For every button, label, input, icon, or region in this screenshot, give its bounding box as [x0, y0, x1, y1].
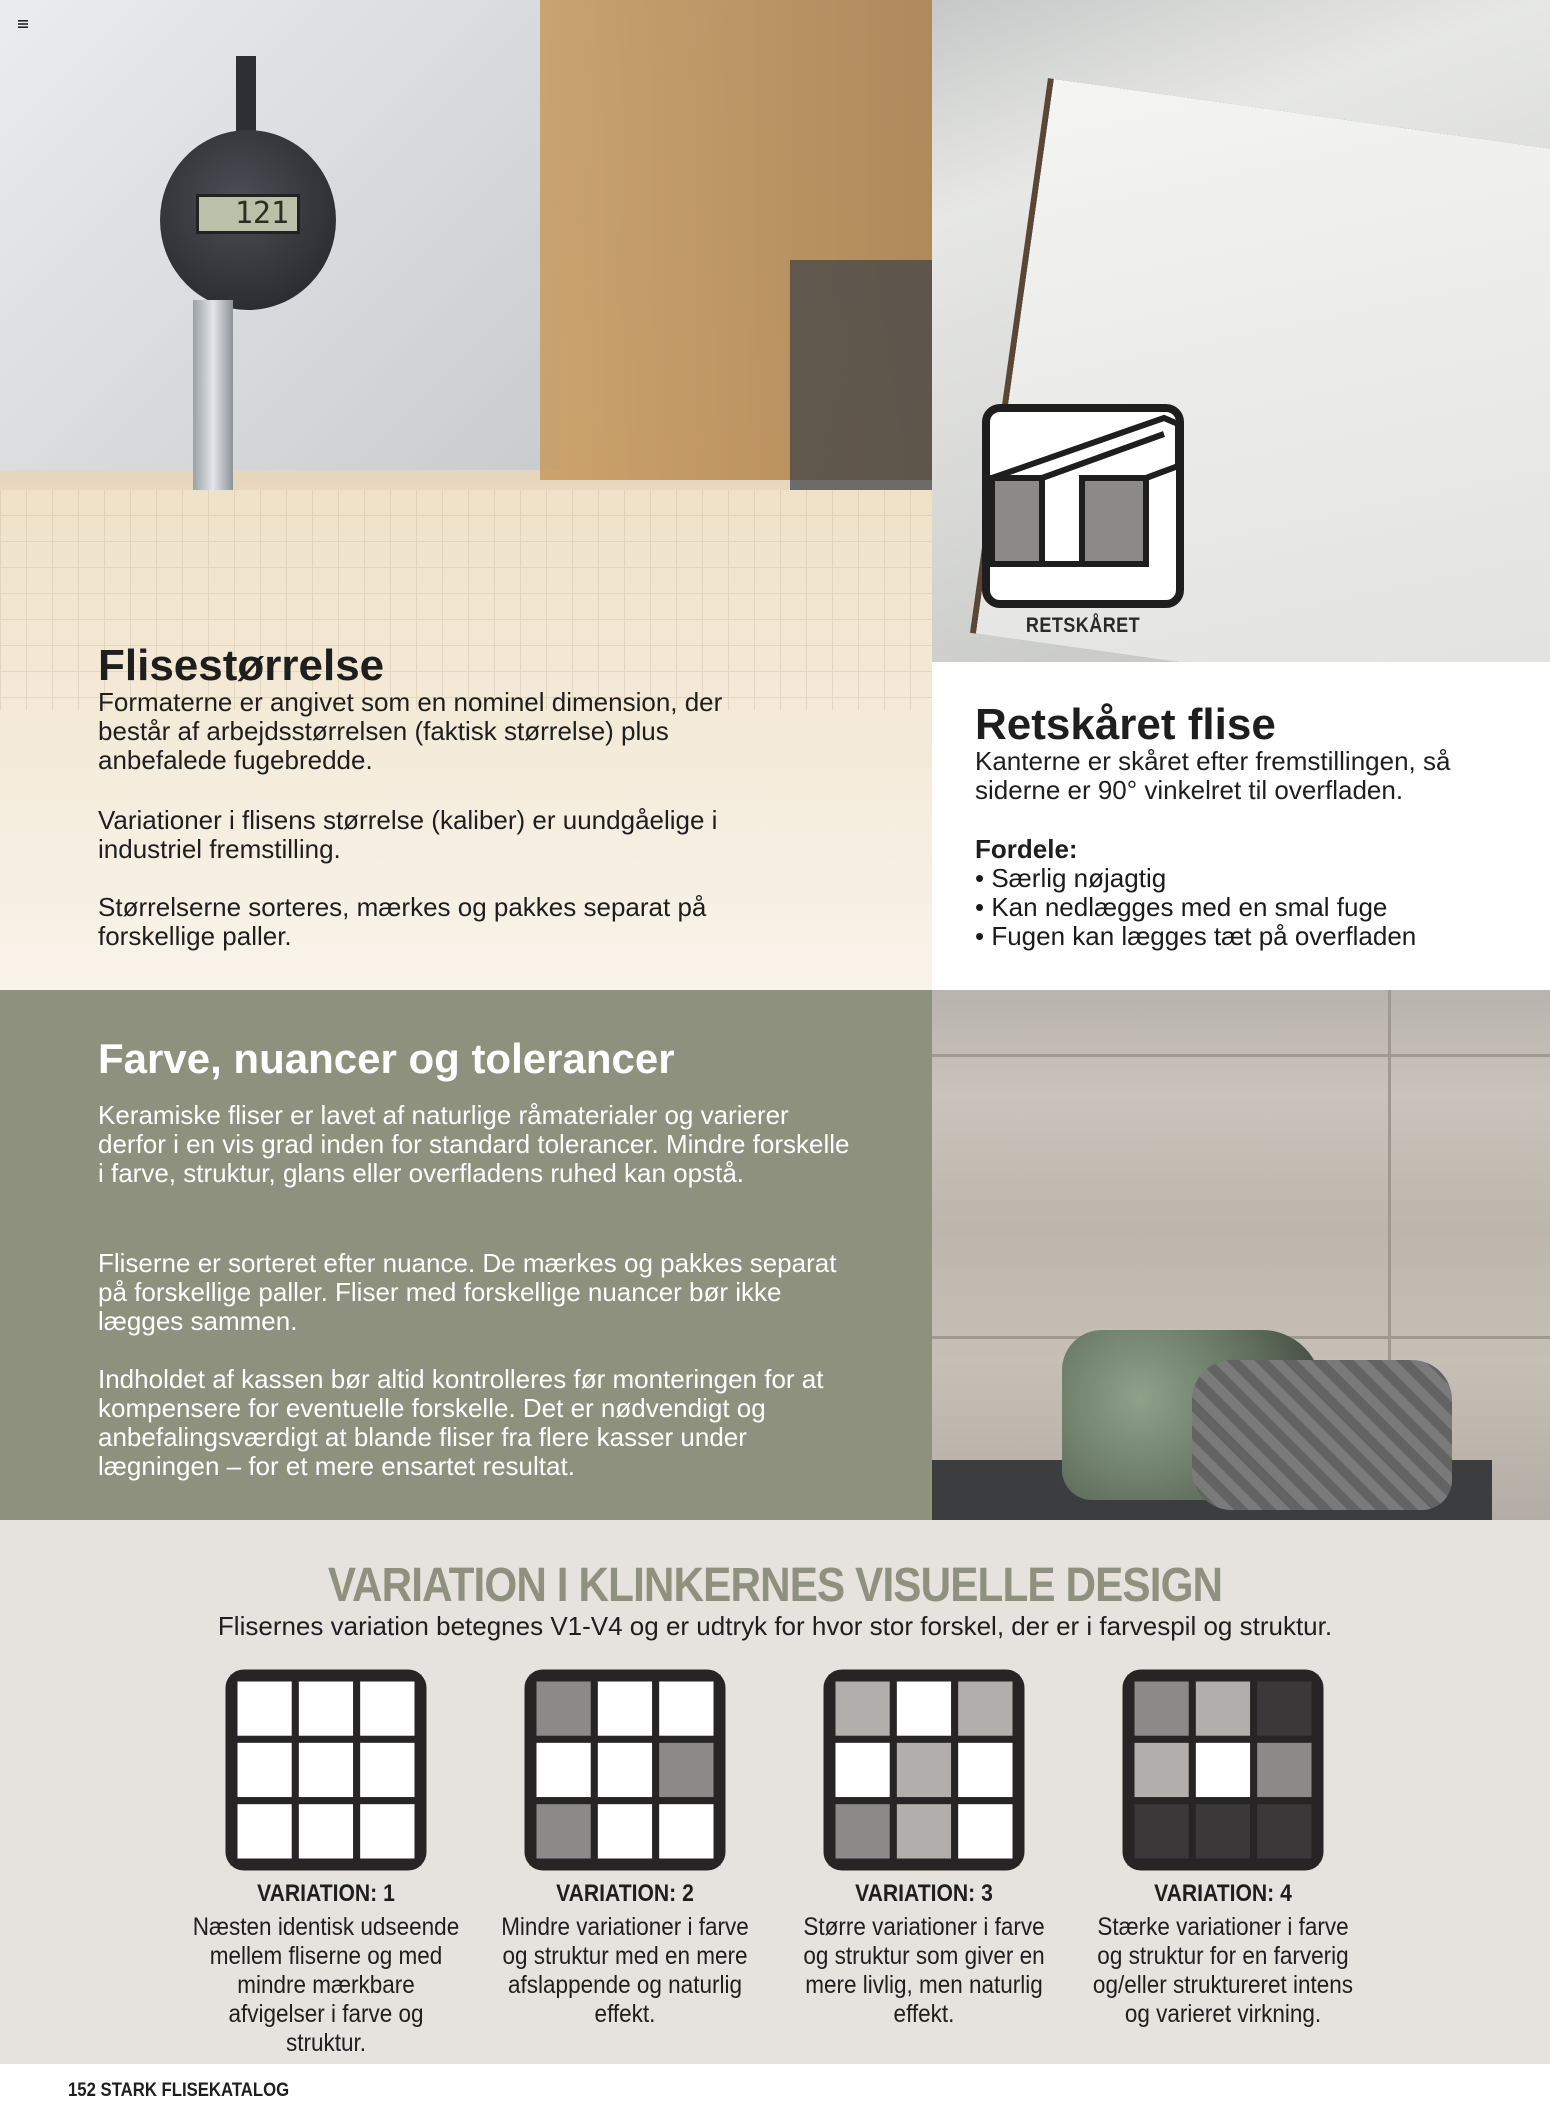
- grid-cell: [1131, 1739, 1192, 1800]
- variation-4-description: Stærke variationer i farve og struktur for en farverig og/eller struktureret intens og varieret virkning.: [1092, 1913, 1354, 2028]
- grid-cell: [295, 1678, 356, 1739]
- grid-cell: [1192, 1801, 1253, 1862]
- grid-cell: [1131, 1801, 1192, 1862]
- grid-cell: [1254, 1739, 1315, 1800]
- flisestorrelse-paragraph-1: Formaterne er angivet som en nominel dimension, der består af arbejdsstørrelsen (faktisk størrelse) plus anbefalede fugebredde.: [98, 687, 723, 775]
- variation-3-grid-icon: [822, 1668, 1026, 1872]
- variation-4-label: VARIATION: 4: [1154, 1880, 1292, 1907]
- gauge-reading: 121: [196, 194, 300, 234]
- retskaaret-paragraph: Kanterne er skåret efter fremstillingen, så siderne er 90° vinkelret til overfladen.: [975, 746, 1451, 805]
- grid-cell: [1192, 1678, 1253, 1739]
- flisestorrelse-paragraph-2: Variationer i flisens størrelse (kaliber) er uundgåelige i industriel fremstilling.: [98, 805, 718, 864]
- grid-cell: [656, 1801, 717, 1862]
- retskaaret-icon: [982, 404, 1184, 608]
- grid-cell: [832, 1678, 893, 1739]
- grid-cell: [357, 1678, 418, 1739]
- grid-cell: [656, 1739, 717, 1800]
- grid-cell: [594, 1801, 655, 1862]
- grid-cell: [832, 1739, 893, 1800]
- grid-cell: [533, 1739, 594, 1800]
- grid-cell: [955, 1801, 1016, 1862]
- grid-cell: [1131, 1678, 1192, 1739]
- grid-cell: [234, 1678, 295, 1739]
- grid-cell: [594, 1678, 655, 1739]
- digital-gauge: [160, 130, 336, 310]
- list-item: • Kan nedlægges med en smal fuge: [975, 893, 1416, 922]
- grid-cell: [533, 1801, 594, 1862]
- variation-2-description: Mindre variationer i farve og struktur med en mere afslappende og naturlig effekt.: [501, 1913, 749, 2028]
- variation-2-label: VARIATION: 2: [556, 1880, 694, 1907]
- grid-cell: [234, 1739, 295, 1800]
- variation-heading: VARIATION I KLINKERNES VISUELLE DESIGN: [327, 1559, 1223, 1612]
- variation-1-grid-icon: [224, 1668, 428, 1872]
- grid-cell: [1254, 1801, 1315, 1862]
- grid-cell: [955, 1678, 1016, 1739]
- grid-cell: [832, 1801, 893, 1862]
- grid-cell: [295, 1801, 356, 1862]
- list-item: • Fugen kan lægges tæt på overfladen: [975, 922, 1416, 951]
- grid-cell: [893, 1678, 954, 1739]
- grid-cell: [893, 1801, 954, 1862]
- grid-cell: [357, 1801, 418, 1862]
- flisestorrelse-heading: Flisestørrelse: [98, 641, 385, 690]
- variation-subtitle: Flisernes variation betegnes V1-V4 og er udtryk for hvor stor forskel, der er i farvespil og struktur.: [217, 1611, 1333, 1641]
- grid-cell: [656, 1678, 717, 1739]
- grid-cell: [893, 1739, 954, 1800]
- grid-cell: [295, 1739, 356, 1800]
- farve-heading: Farve, nuancer og tolerancer: [98, 1035, 675, 1082]
- retskaaret-icon-label: RETSKÅRET: [1025, 614, 1141, 637]
- menu-icon[interactable]: [18, 20, 28, 28]
- variation-2-grid-icon: [523, 1668, 727, 1872]
- grid-cell: [533, 1678, 594, 1739]
- grid-cell: [234, 1801, 295, 1862]
- farve-paragraph-1: Keramiske fliser er lavet af naturlige råmaterialer og varierer derfor i en vis grad inden for standard tolerancer. Mindre forskelle i farve, struktur, glans eller overfladens ruhed kan opstå.: [98, 1100, 850, 1188]
- grid-cell: [594, 1739, 655, 1800]
- variation-3-description: Større variationer i farve og struktur som giver en mere livlig, men naturlig effekt.: [803, 1913, 1045, 2028]
- farve-paragraph-3: Indholdet af kassen bør altid kontrolleres før monteringen for at kompensere for eventuelle forskelle. Det er nødvendigt og anbefalingsværdigt at blande fliser fra flere kasser under lægningen – for et mere ensartet resultat.: [98, 1364, 824, 1481]
- retskaaret-heading: Retskåret flise: [975, 700, 1276, 749]
- variation-4-grid-icon: [1121, 1668, 1325, 1872]
- variation-1-label: VARIATION: 1: [257, 1880, 395, 1907]
- grid-cell: [357, 1739, 418, 1800]
- variation-1-description: Næsten identisk udseende mellem fliserne og med mindre mærkbare afvigelser i farve og struktur.: [192, 1913, 460, 2057]
- variation-3-label: VARIATION: 3: [855, 1880, 993, 1907]
- grid-cell: [1192, 1739, 1253, 1800]
- page-footer: 152 STARK FLISEKATALOG: [68, 2080, 290, 2101]
- flisestorrelse-paragraph-3: Størrelserne sorteres, mærkes og pakkes separat på forskellige paller.: [98, 892, 707, 951]
- list-item: • Særlig nøjagtig: [975, 864, 1416, 893]
- fordele-label: Fordele:: [975, 834, 1078, 864]
- fordele-list: [975, 864, 1416, 951]
- grid-cell: [1254, 1678, 1315, 1739]
- room-photo: [932, 990, 1550, 1520]
- farve-paragraph-2: Fliserne er sorteret efter nuance. De mærkes og pakkes separat på forskellige paller. Fliser med forskellige nuancer bør ikke lægges sammen.: [98, 1248, 837, 1336]
- grid-cell: [955, 1739, 1016, 1800]
